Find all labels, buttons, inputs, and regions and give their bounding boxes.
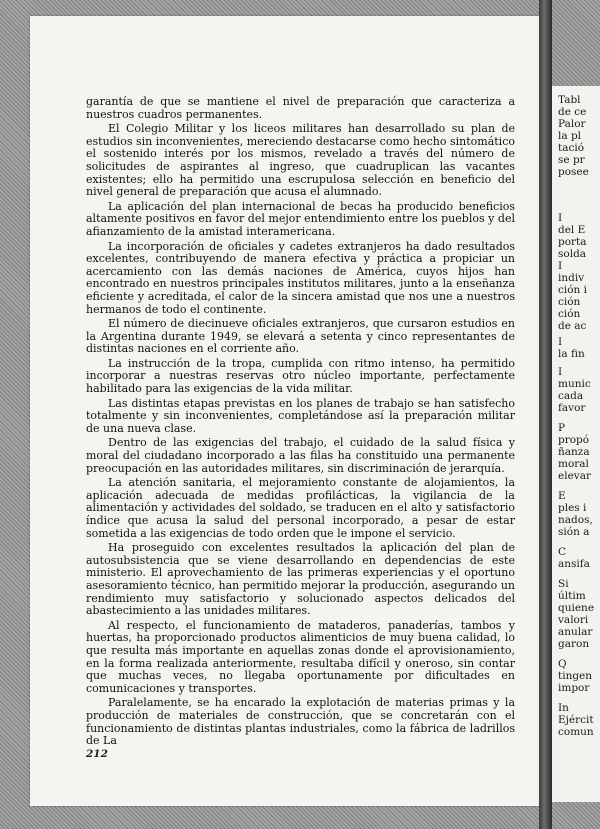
right-page-fragment: ñanza <box>558 446 590 458</box>
right-page-fragment: munic <box>558 378 591 390</box>
paragraph-12: Paralelamente, se ha encarado la explotación de materias primas y la producción de materiales de construcción, que se concretarán con el funcionamiento de distintas plantas industriales, como la fábrica de ladrillos de La <box>86 696 515 748</box>
right-page-fragment: porta <box>558 236 587 248</box>
right-page-fragment: E <box>558 490 566 502</box>
right-page-fragment: I <box>558 212 563 224</box>
right-page-fragment: impor <box>558 682 590 694</box>
body-text <box>86 96 515 750</box>
paragraph-10: Ha proseguido con excelentes resultados la aplicación del plan de autosubsistencia que se viene desarrollando en dependencias de este ministerio. El aprovechamiento de las primeras experiencias y el oportuno asesoramiento técnico, han permitido mejorar la producción, asegurando un rendimiento muy satisfactorio y solucionado aspectos delicados del abastecimiento a las unidades militares. <box>86 541 515 618</box>
right-page-fragment: I <box>558 260 563 272</box>
right-page-fragment: garon <box>558 638 590 650</box>
right-page-fragment: solda <box>558 248 587 260</box>
right-page-fragment: la fin <box>558 348 585 360</box>
paragraph-1: garantía de que se mantiene el nivel de preparación que caracteriza a nuestros cuadros permanentes. <box>86 95 515 121</box>
right-page <box>552 86 600 802</box>
right-page-fragment: elevar <box>558 470 591 482</box>
right-page-fragment: I <box>558 366 563 378</box>
right-page-fragment: últim <box>558 590 586 602</box>
right-page-fragment: cada <box>558 390 584 402</box>
paragraph-8: Dentro de las exigencias del trabajo, el cuidado de la salud física y moral del ciudadano incorporado a las filas ha constituido una permanente preocupación en las autoridades militares, sin discriminación de jerarquía. <box>86 436 515 475</box>
page-number: 212 <box>86 748 108 760</box>
right-page-fragment: la pl <box>558 130 582 142</box>
right-page-fragment: quiene <box>558 602 595 614</box>
right-page-fragment: anular <box>558 626 593 638</box>
paragraph-2: El Colegio Militar y los liceos militares han desarrollado su plan de estudios sin inconvenientes, mereciendo destacarse como hecho sintomático el sostenido interés por los mismos, revelado a través del número de solicitudes de aspirantes al ingreso, que cuadruplican las vacantes existentes; ello ha permitido una escrupulosa selección en beneficio del nivel general de preparación que acusa el alumnado. <box>86 122 515 199</box>
right-page-fragment: ción i <box>558 284 588 296</box>
right-page-fragment: indiv <box>558 272 585 284</box>
right-page-fragment: de ce <box>558 106 587 118</box>
right-page-fragment: ansifa <box>558 558 590 570</box>
paragraph-11: Al respecto, el funcionamiento de mataderos, panaderías, tambos y huertas, ha proporcionado productos alimenticios de muy buena calidad, lo que resulta más importante en aquellas zonas donde el aprovisionamiento, en la forma realizada anteriormente, resultaba difícil y oneroso, sin contar que muchas veces, no llegaba oportunamente por dificultades en comunicaciones y transportes. <box>86 618 515 695</box>
paragraph-3: La aplicación del plan internacional de becas ha producido beneficios altamente positivos en favor del mejor entendimiento entre los pueblos y del afianzamiento de la amistad interamericana. <box>86 199 515 238</box>
right-page-fragment: Ejércit <box>558 714 594 726</box>
right-page-fragment: ples i <box>558 502 587 514</box>
book-gutter <box>539 0 552 829</box>
right-page-fragment: In <box>558 702 569 714</box>
right-page-fragment: comun <box>558 726 594 738</box>
right-page-fragment: favor <box>558 402 586 414</box>
right-page-fragment: propó <box>558 434 590 446</box>
right-page-fragment: I <box>558 336 563 348</box>
right-page-fragment: ción <box>558 296 581 308</box>
right-page-fragment: ción <box>558 308 581 320</box>
right-page-fragment: posee <box>558 166 589 178</box>
right-page-fragment: moral <box>558 458 589 470</box>
right-page-fragment: de ac <box>558 320 587 332</box>
right-page-fragment: P <box>558 422 566 434</box>
right-page-fragment: tació <box>558 142 585 154</box>
right-page-fragment: se pr <box>558 154 585 166</box>
paragraph-6: La instrucción de la tropa, cumplida con ritmo intenso, ha permitido incorporar a nuestras reservas otro núcleo importante, perfectamente habilitado para las exigencias de la vida militar. <box>86 356 515 396</box>
paragraph-7: Las distintas etapas previstas en los planes de trabajo se han satisfecho totalmente y sin inconvenientes, completándose así la preparación militar de una nueva clase. <box>86 396 515 435</box>
right-page-fragment: valori <box>558 614 589 626</box>
right-page-fragment: tingen <box>558 670 593 682</box>
right-page-fragment: sión a <box>558 526 590 538</box>
paragraph-5: El número de diecinueve oficiales extranjeros, que cursaron estudios en la Argentina durante 1949, se elevará a setenta y cinco representantes de distintas naciones en el corriente año. <box>86 317 515 356</box>
right-page-fragment: Palor <box>558 118 586 130</box>
right-page-fragment: Q <box>558 658 567 670</box>
right-page-fragment: C <box>558 546 567 558</box>
right-page-fragment: Si <box>558 578 569 590</box>
right-page-fragment: Tabl <box>558 94 581 106</box>
right-page-fragment: del E <box>558 224 586 236</box>
paragraph-4: La incorporación de oficiales y cadetes extranjeros ha dado resultados excelentes, contribuyendo de manera efectiva y práctica a propiciar un acercamiento con las demás naciones de América, cuyos hijos han encontrado en nuestros principales institutos militares, junto a la enseñanza eficiente y acreditada, el calor de la sincera amistad que nos une a nuestros hermanos de todo el continente. <box>86 239 515 316</box>
right-page-fragment: nados, <box>558 514 593 526</box>
paragraph-9: La atención sanitaria, el mejoramiento constante de alojamientos, la aplicación adecuada de medidas profilácticas, la vigilancia de la alimentación y actividades del soldado, se traducen en el alto y satisfactorio índice que acusa la salud del personal incorporado, a pesar de estar sometida a las exigencias de todo orden que le impone el servicio. <box>86 476 515 540</box>
